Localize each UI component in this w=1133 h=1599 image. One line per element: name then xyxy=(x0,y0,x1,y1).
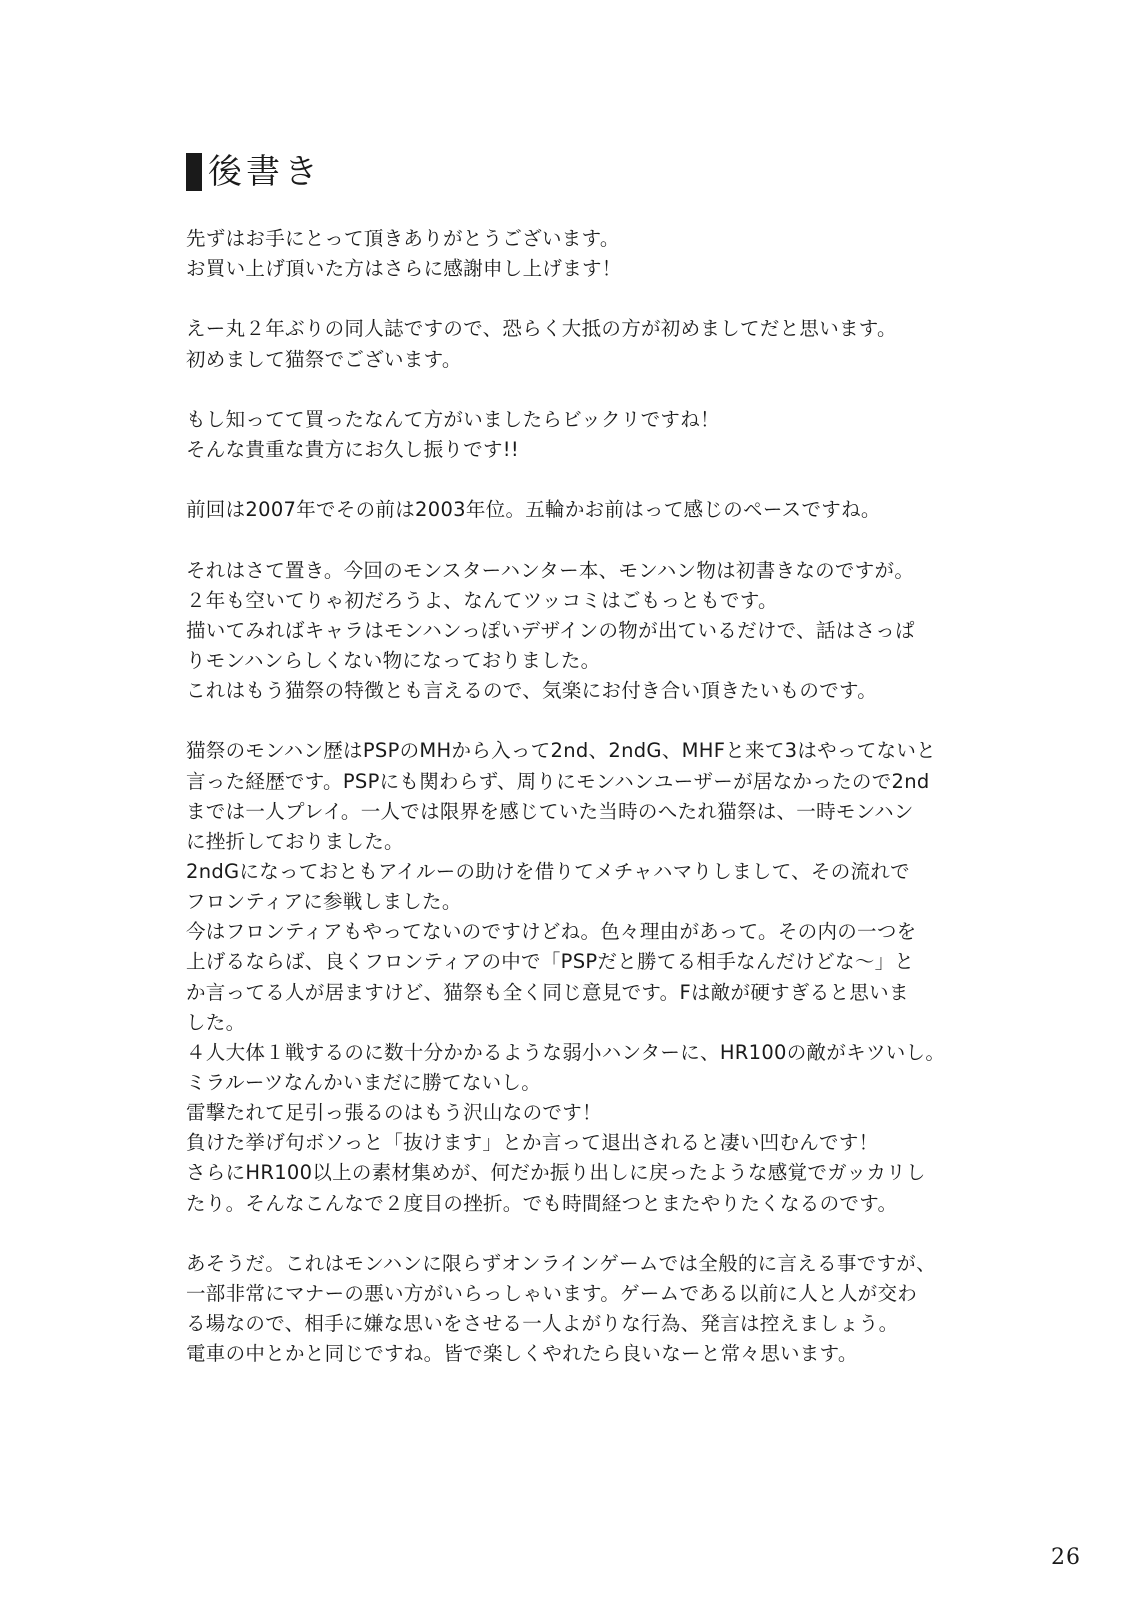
paragraph xyxy=(186,224,1016,284)
text-line: 今はフロンティアもやってないのですけどね。色々理由があって。その内の一つを xyxy=(186,920,917,944)
text-line: そんな貴重な貴方にお久し振りです!! xyxy=(186,437,520,461)
text-line: 電車の中とかと同じですね。皆で楽しくやれたら良いなーと常々思います。 xyxy=(186,1342,858,1366)
paragraph xyxy=(186,736,1016,1218)
text-line: お買い上げ頂いた方はさらに感謝申し上げます！ xyxy=(186,257,622,281)
text-line: る場なので、相手に嫌な思いをさせる一人よがりな行為、発言は控えましょう。 xyxy=(186,1312,899,1336)
text-line: ４人大体１戦するのに数十分かかるような弱小ハンターに、HR100の敵がキツいし。 xyxy=(186,1040,946,1064)
text-line: 2ndGになっておともアイルーの助けを借りてメチャハマりしまして、その流れで xyxy=(186,859,910,883)
section-heading xyxy=(186,150,322,194)
text-line: 言った経歴です。PSPにも関わらず、周りにモンハンユーザーが居なかったので2nd xyxy=(186,769,930,793)
text-line: 先ずはお手にとって頂きありがとうございます。 xyxy=(186,227,620,250)
text-line: に挫折しておりました。 xyxy=(186,829,404,853)
text-line: 描いてみればキャラはモンハンっぽいデザインの物が出ているだけで、話はさっぱ xyxy=(186,618,915,642)
heading-title: 後書き xyxy=(208,152,322,192)
text-line: までは一人プレイ。一人では限界を感じていた当時のへたれ猫祭は、一時モンハン xyxy=(186,799,914,823)
afterword-body xyxy=(186,224,1016,1369)
text-line: した。 xyxy=(186,1010,246,1034)
text-line: か言ってる人が居ますけど、猫祭も全く同じ意見です。Fは敵が硬すぎると思いま xyxy=(186,980,909,1004)
text-line: ミラルーツなんかいまだに勝てないし。 xyxy=(186,1070,542,1094)
paragraph-gap xyxy=(186,706,1016,736)
paragraph xyxy=(186,556,1016,707)
text-line: それはさて置き。今回のモンスターハンター本、モンハン物は初書きなのですが。 xyxy=(186,558,915,582)
paragraph-gap xyxy=(186,375,1016,405)
page-number: 26 xyxy=(1051,1545,1081,1570)
text-line: 負けた挙げ句ボソっと「抜けます」とか言って退出されると凄い凹むんです！ xyxy=(186,1131,879,1155)
text-line: りモンハンらしくない物になっておりました。 xyxy=(186,648,601,672)
paragraph-gap xyxy=(186,284,1016,314)
text-line: 猫祭のモンハン歴はPSPのMHから入って2nd、2ndG、MHFと来て3はやってないと xyxy=(186,739,936,763)
paragraph-gap xyxy=(186,1219,1016,1249)
heading-marker-bar xyxy=(186,153,202,191)
paragraph xyxy=(186,314,1016,374)
text-line: 上げるならば、良くフロンティアの中で「PSPだと勝てる相手なんだけどな〜」と xyxy=(186,950,915,974)
paragraph xyxy=(186,405,1016,465)
text-line: もし知ってて買ったなんて方がいましたらビックリですね！ xyxy=(186,407,720,431)
text-line: えー丸２年ぶりの同人誌ですので、恐らく大抵の方が初めましてだと思います。 xyxy=(186,317,897,341)
text-line: 初めまして猫祭でございます。 xyxy=(186,347,462,371)
paragraph-gap xyxy=(186,525,1016,555)
text-line: これはもう猫祭の特徴とも言えるので、気楽にお付き合い頂きたいものです。 xyxy=(186,679,878,703)
paragraph-gap xyxy=(186,465,1016,495)
text-line: ２年も空いてりゃ初だろうよ、なんてツッコミはごもっともです。 xyxy=(186,588,778,612)
text-line: さらにHR100以上の素材集めが、何だか振り出しに戻ったような感覚でガッカリし xyxy=(186,1161,926,1185)
text-line: フロンティアに参戦しました。 xyxy=(186,890,462,914)
text-line: 一部非常にマナーの悪い方がいらっしゃいます。ゲームである以前に人と人が交わ xyxy=(186,1281,918,1305)
text-line: 雷撃たれて足引っ張るのはもう沢山なのです！ xyxy=(186,1101,602,1125)
paragraph xyxy=(186,495,1016,525)
text-line: あそうだ。これはモンハンに限らずオンラインゲームでは全般的に言える事ですが、 xyxy=(186,1251,936,1275)
text-line: 前回は2007年でその前は2003年位。五輪かお前はって感じのペースですね。 xyxy=(186,498,881,522)
paragraph xyxy=(186,1249,1016,1370)
text-line: たり。そんなこんなで２度目の挫折。でも時間経つとまたやりたくなるのです。 xyxy=(186,1191,898,1215)
